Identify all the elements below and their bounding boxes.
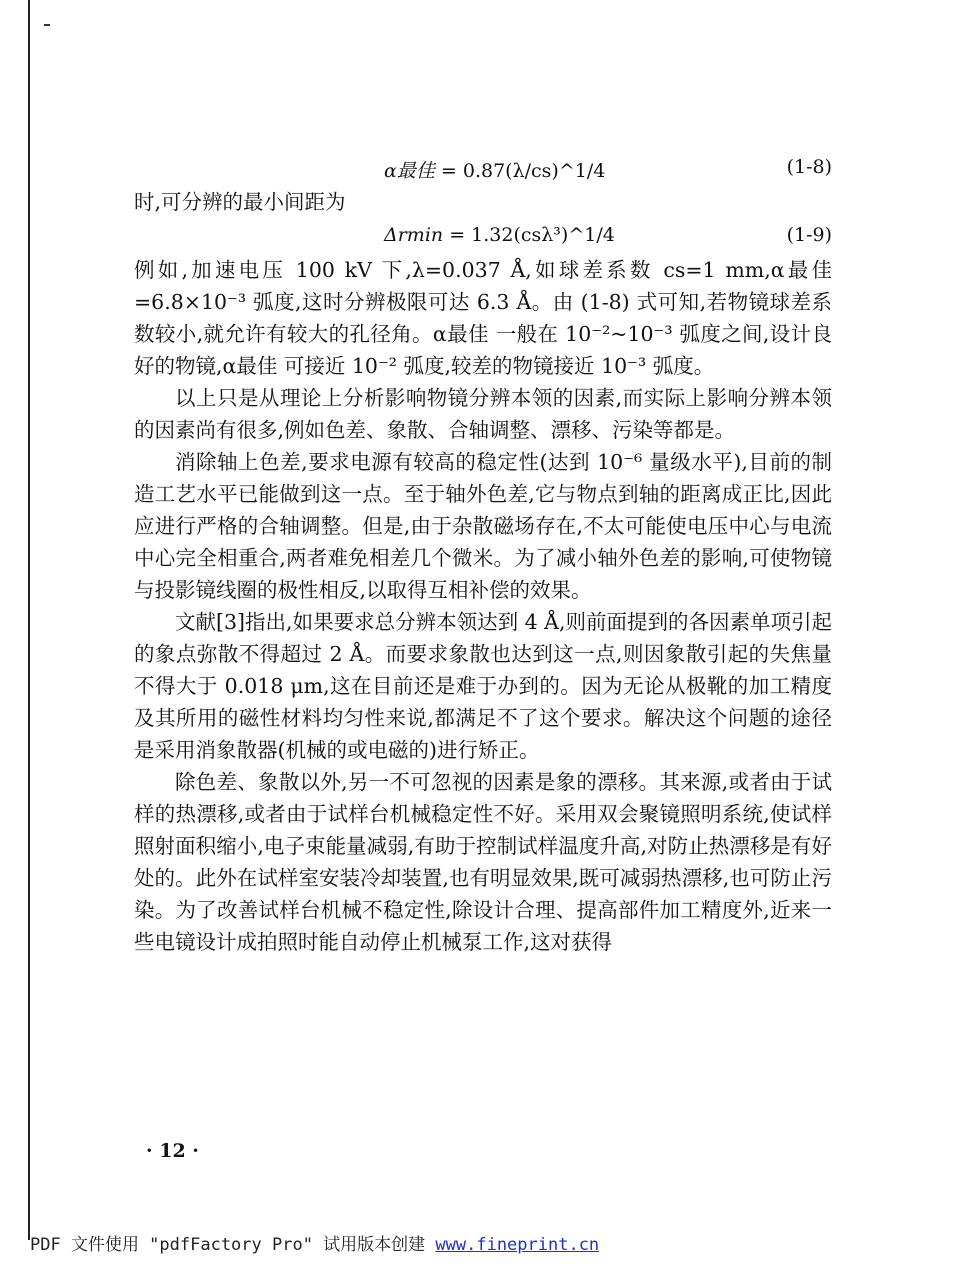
paragraph: 以上只是从理论上分析影响物镜分辨本领的因素,而实际上影响分辨本领的因素尚有很多,例如色差、象散、合轴调整、漂移、污染等都是。 xyxy=(134,386,832,442)
equation-lhs: α最佳 xyxy=(384,160,435,182)
footer-link[interactable]: www.fineprint.cn xyxy=(435,1235,600,1255)
left-margin-rule xyxy=(28,0,30,1240)
footer-watermark xyxy=(30,1230,599,1255)
equation-1-8 xyxy=(134,150,832,186)
equation-rhs: = 1.32(csλ³)^1/4 xyxy=(449,224,615,246)
paragraph: 文献[3]指出,如果要求总分辨本领达到 4 Å,则前面提到的各因素单项引起的象点弥散不得超过 2 Å。而要求象散也达到这一点,则因象散引起的失焦量不得大于 0.018 μm,这在目前还是难于办到的。因为无论从极靴的加工精度及其所用的磁性材料均匀性来说,都满足不了这个要求。解决这个问题的途径是采用消象散器(机械的或电磁的)进行矫正。 xyxy=(134,610,832,762)
footer-text: PDF 文件使用 "pdfFactory Pro" 试用版本创建 xyxy=(30,1235,436,1255)
equation-number: (1-9) xyxy=(786,224,832,246)
scan-mark xyxy=(44,24,50,26)
paragraph: 消除轴上色差,要求电源有较高的稳定性(达到 10⁻⁶ 量级水平),目前的制造工艺水平已能做到这一点。至于轴外色差,它与物点到轴的距离成正比,因此应进行严格的合轴调整。但是,由于杂散磁场存在,不太可能使电压中心与电流中心完全相重合,两者难免相差几个微米。为了减小轴外色差的影响,可使物镜与投影镜线圈的极性相反,以取得互相补偿的效果。 xyxy=(134,450,832,602)
equation-lhs: Δrmin xyxy=(384,224,444,246)
equation-rhs: = 0.87(λ/cs)^1/4 xyxy=(440,160,606,182)
equation-number: (1-8) xyxy=(786,156,832,178)
paragraph: 除色差、象散以外,另一不可忽视的因素是象的漂移。其来源,或者由于试样的热漂移,或者由于试样台机械稳定性不好。采用双会聚镜照明系统,使试样照射面积缩小,电子束能量减弱,有助于控制试样温度升高,对防止热漂移是有好处的。此外在试样室安装冷却装置,也有明显效果,既可减弱热漂移,也可防止污染。为了改善试样台机械不稳定性,除设计合理、提高部件加工精度外,近来一些电镜设计成拍照时能自动停止机械泵工作,这对获得 xyxy=(134,770,832,954)
paragraph: 例如,加速电压 100 kV 下,λ=0.037 Å,如球差系数 cs=1 mm,α最佳=6.8×10⁻³ 弧度,这时分辨极限可达 6.3 Å。由 (1-8) 式可知,若物镜球差系数较小,就允许有较大的孔径角。α最佳 一般在 10⁻²~10⁻³ 弧度之间,设计良好的物镜,α最佳 可接近 10⁻² 弧度,较差的物镜接近 10⁻³ 弧度。 xyxy=(134,258,832,378)
page-body xyxy=(134,150,832,958)
page-number: · 12 · xyxy=(146,1140,199,1162)
equation-body xyxy=(384,224,615,246)
equation-1-9 xyxy=(134,218,832,254)
paragraph: 时,可分辨的最小间距为 xyxy=(134,190,346,214)
equation-body xyxy=(384,156,605,183)
